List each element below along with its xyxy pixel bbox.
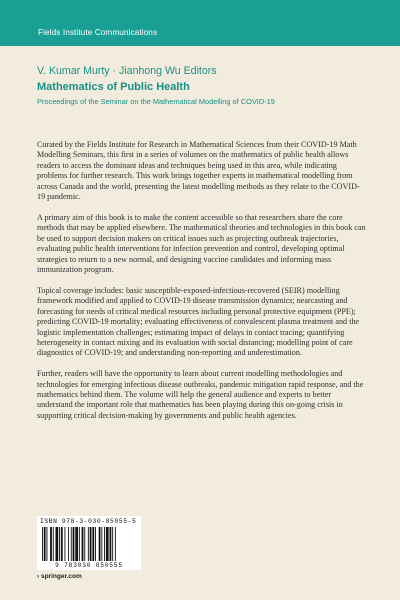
book-title: Mathematics of Public Health bbox=[37, 81, 190, 93]
editors-line: V. Kumar Murty · Jianhong Wu Editors bbox=[37, 65, 217, 77]
blurb-paragraph: Curated by the Fields Institute for Research in Mathematical Sciences from their COVID-19 Math Modelling Seminars, this first in a series of volumes on the mathematics of public health allows readers to access the dominant ideas and techniques being used in this area, while indicating problems for further research. This work brings together experts in mathematical modelling from across Canada and the world, presenting the latest modelling methods as they relate to the COVID-19 pandemic. bbox=[37, 140, 360, 202]
blurb-paragraph: Further, readers will have the opportunity to learn about current modelling methodologies and technologies for emerging infectious disease outbreaks, pandemic mitigation rapid response, and the mathematics behind them. The volume will help the general audience and experts to better understand the important role that mathematics has been playing during this on-going crisis in supporting critical decision-making by governments and public health agencies. bbox=[37, 369, 364, 420]
blurb-text bbox=[37, 140, 367, 432]
series-banner bbox=[0, 0, 400, 46]
isbn-label: ISBN 978-3-030-85055-5 bbox=[40, 518, 137, 525]
book-header bbox=[37, 65, 367, 107]
blurb-paragraph: A primary aim of this book is to make the content accessible so that researchers share the core methods that may be applied elsewhere. The mathematical theories and technologies in this book can be used to support decision makers on critical issues such as projecting outbreak trajectories, evaluating public health interventions for infection prevention and control, developing optimal strategies to return to a new normal, and designing vaccine candidates and informing mass immunization program. bbox=[37, 212, 366, 274]
publisher-url: › springer.com bbox=[37, 573, 82, 580]
isbn-barcode bbox=[37, 516, 141, 570]
barcode-digits: 9 783030 850555 bbox=[55, 562, 123, 569]
book-subtitle: Proceedings of the Seminar on the Mathematical Modelling of COVID-19 bbox=[37, 97, 275, 106]
barcode-icon bbox=[41, 527, 137, 561]
series-title: Fields Institute Communications bbox=[38, 28, 158, 37]
blurb-paragraph: Topical coverage includes: basic susceptible-exposed-infectious-recovered (SEIR) modelling framework modified and applied to COVID-19 disease transmission dynamics; nearcasting and forecasting for needs of critical medical resources including personal protective equipment (PPE); predicting COVID-19 mortality; evaluating effectiveness of convalescent plasma treatment and the logistic implementation challenges; estimating impact of delays in contact tracing; quantifying heterogeneity in contact mixing and its evaluation with social distancing; modelling point of care diagnostics of COVID-19; and understanding non-reporting and underestimation. bbox=[37, 285, 360, 358]
